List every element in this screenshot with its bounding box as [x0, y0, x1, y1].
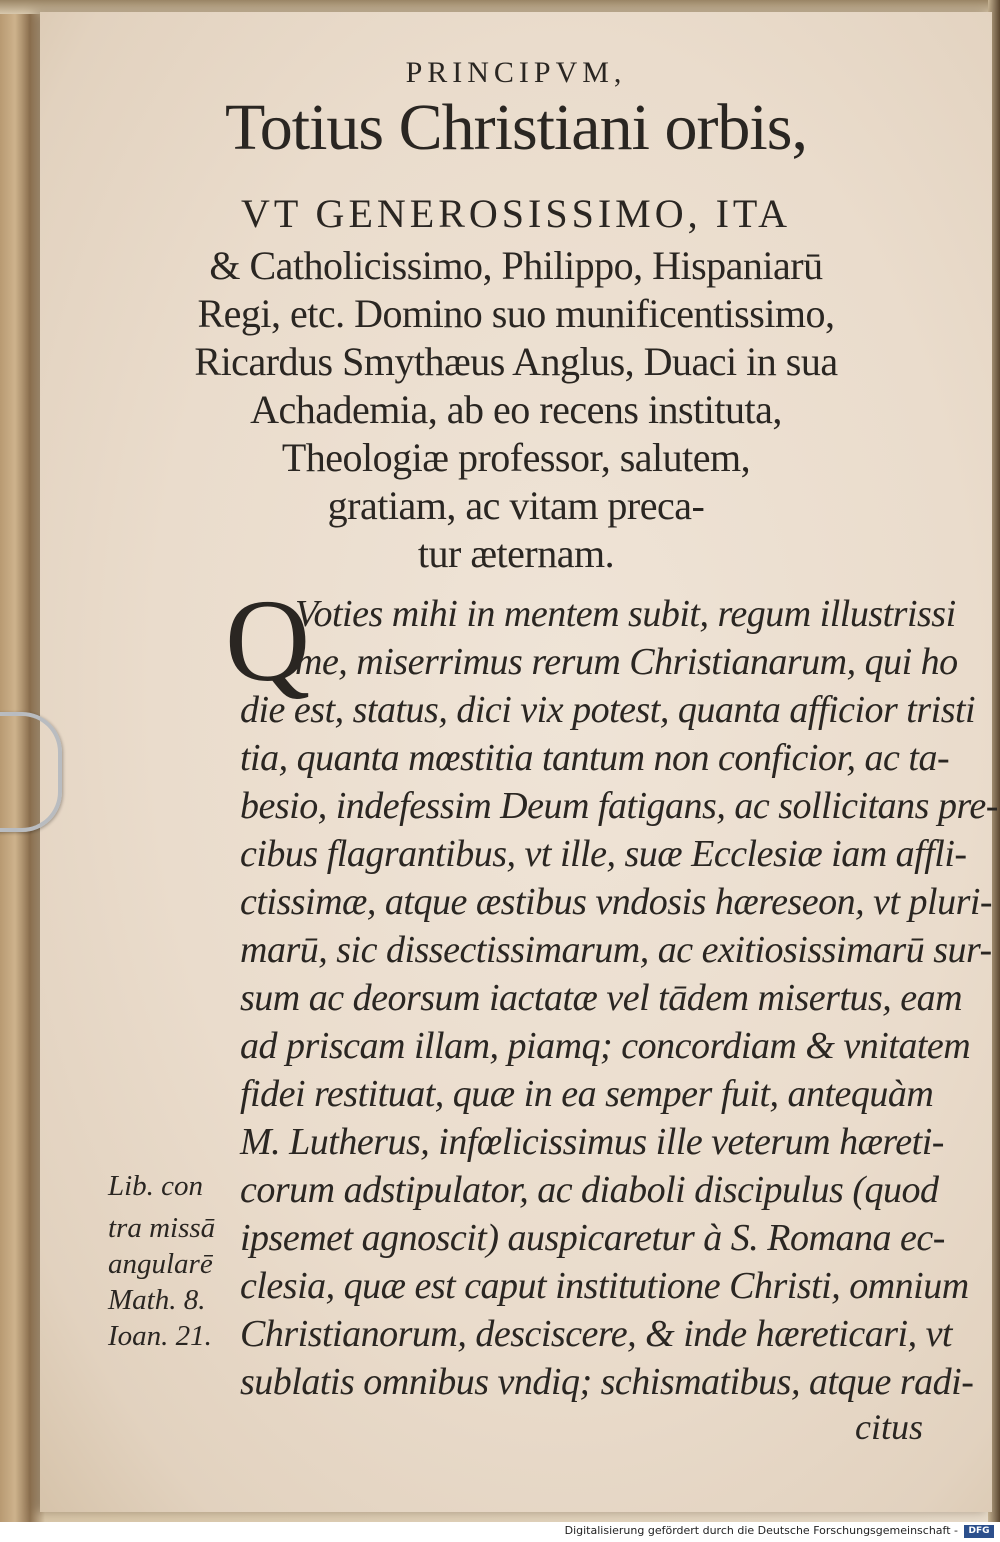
body-line: corum adstipulator, ac diaboli discipulus (quod [240, 1169, 939, 1211]
paper-clip [0, 712, 62, 832]
margin-note: Lib. con [108, 1170, 204, 1202]
body-line: tia, quanta mœstitia tantum non conficior, ac ta- [240, 737, 950, 779]
body-line: ad priscam illam, piamq; concordiam & vnitatem [240, 1025, 971, 1067]
body-line: me, miserrimus rerum Christianarum, qui ho [295, 641, 958, 683]
margin-note: Ioan. 21. [108, 1320, 212, 1352]
body-line: M. Lutherus, infœlicissimus ille veterum hæreti- [240, 1121, 944, 1163]
body-line: fidei restituat, quæ in ea semper fuit, antequàm [240, 1073, 934, 1115]
body-line: die est, status, dici vix potest, quanta afficior tristi [240, 689, 976, 731]
dfg-logo: DFG [964, 1525, 994, 1538]
heading-line-8: Theologiæ professor, salutem, [281, 435, 751, 480]
heading-principum: PRINCIPVM, [405, 56, 627, 89]
heading-title: Totius Christiani orbis, [225, 91, 807, 164]
body-line: besio, indefessim Deum fatigans, ac sollicitans pre- [240, 785, 998, 827]
heading-line-7: Achademia, ab eo recens instituta, [250, 387, 782, 432]
body-line: cibus flagrantibus, vt ille, suæ Ecclesiæ iam affli- [240, 833, 967, 875]
body-line: ctissimæ, atque æstibus vndosis hæreseon, vt pluri- [240, 881, 993, 923]
body-line: Voties mihi in mentem subit, regum illustrissi [295, 593, 956, 635]
catchword: citus [855, 1407, 923, 1447]
heading-line-5: Regi, etc. Domino suo munificentissimo, [197, 291, 835, 336]
body-line: marū, sic dissectissimarum, ac exitiosissimarū sur- [240, 929, 992, 971]
drop-cap: Q [225, 575, 311, 706]
heading-line-9: gratiam, ac vitam preca- [327, 483, 705, 528]
body-line: sublatis omnibus vndiq; schismatibus, atque radi- [240, 1361, 974, 1403]
body-line: sum ac deorsum iactatæ vel tādem misertus, eam [240, 977, 963, 1019]
margin-note: angularē [108, 1248, 213, 1280]
page-sheet [40, 12, 998, 1512]
body-line: Christianorum, desciscere, & inde hæreticari, vt [240, 1313, 952, 1355]
body-line: ipsemet agnoscit) auspicaretur à S. Romana ec- [240, 1217, 945, 1259]
heading-line-6: Ricardus Smythæus Anglus, Duaci in sua [194, 339, 838, 384]
heading-line-10: tur æternam. [417, 531, 615, 576]
heading-line-4: & Catholicissimo, Philippo, Hispaniarū [209, 243, 823, 288]
body-line: clesia, quæ est caput institutione Christi, omnium [240, 1265, 969, 1307]
margin-note: Math. 8. [108, 1284, 206, 1316]
footer-bar [0, 1522, 1000, 1542]
heading-line-3: VT GENEROSISSIMO, ITA [240, 191, 792, 236]
footer-credit: Digitalisierung gefördert durch die Deutsche Forschungsgemeinschaft - [564, 1524, 958, 1537]
margin-note: tra missā [108, 1212, 216, 1244]
